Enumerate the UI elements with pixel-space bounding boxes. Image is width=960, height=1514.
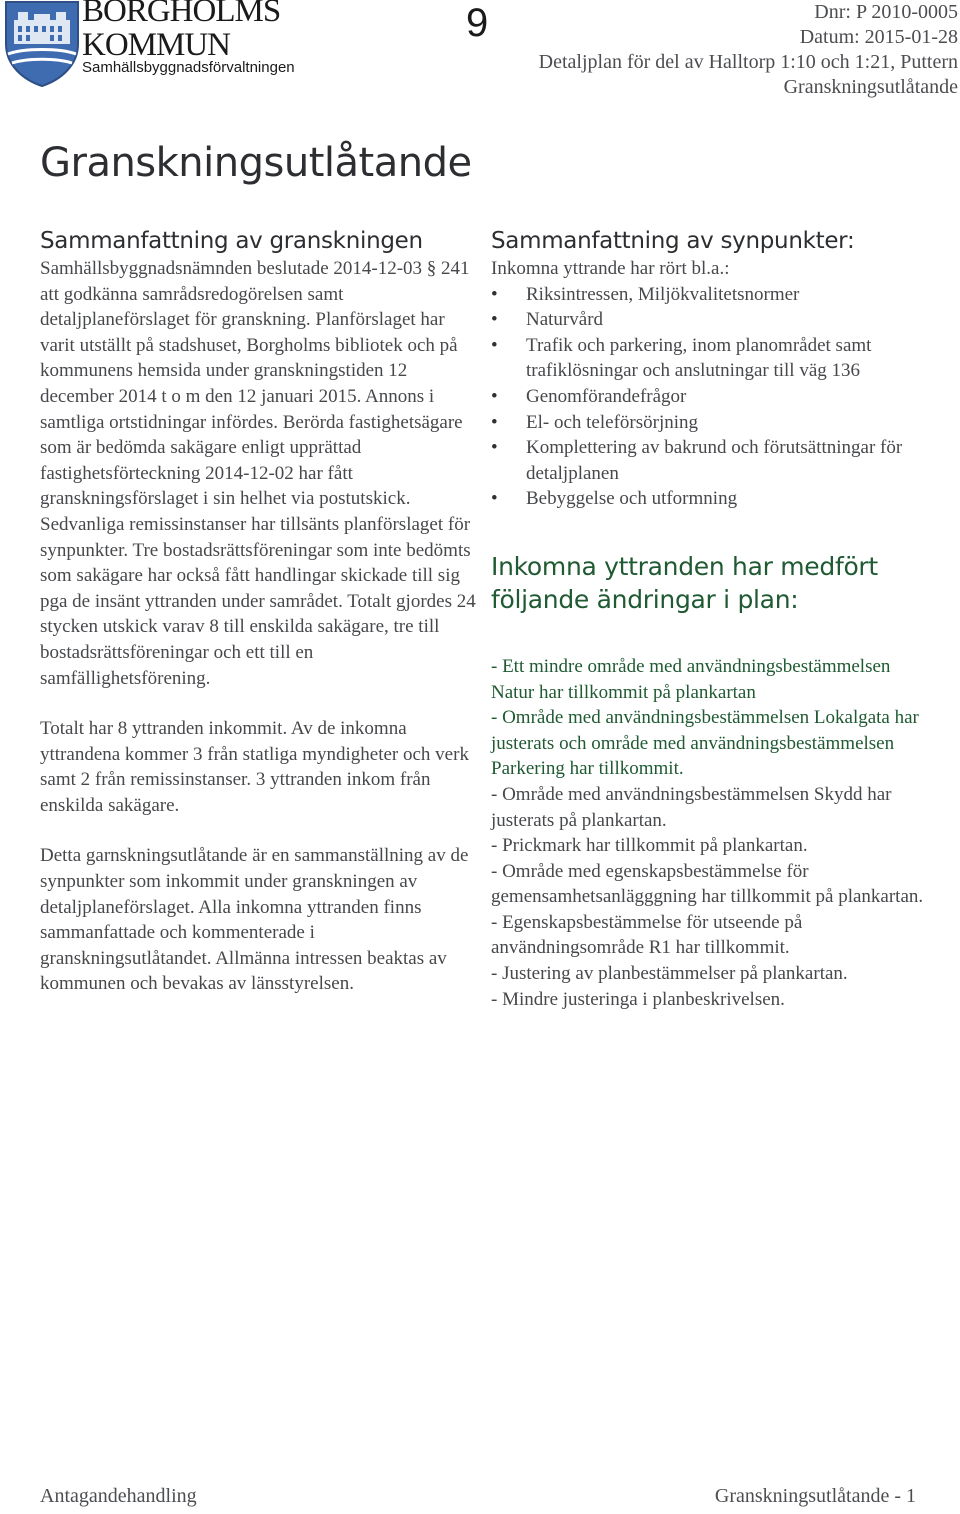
change-item: - Område med användningsbestämmelsen Skydd har justerats på plankartan. [491, 783, 892, 831]
org-name-line1: BORGHOLMS [82, 0, 281, 29]
list-item: • Komplettering av bakrund och förutsättningar för detaljplanen [491, 435, 931, 486]
org-name-line2: KOMMUN [82, 27, 231, 63]
document-meta [539, 0, 958, 100]
list-item: • Bebyggelse och utformning [491, 486, 931, 512]
list-item: • El- och teleförsörjning [491, 410, 931, 436]
footer-left: Antagandehandling [40, 1485, 197, 1507]
paragraph-summary: Samhällsbyggnadsnämnden beslutade 2014-12-03 § 241 att godkänna samrådsredogörelsen samt detaljplaneförslaget för granskning. Planförslaget har varit utställt på stadshuset, Borgholms bibliotek och på kommunens hemsida under granskningstiden 12 december 2014 t o m den 12 januari 2015. Annons i samtliga ortstidningar infördes. Berörda fastighetsägare som är bedömda sakägare enligt upprättad fastighetsförteckning 2014-12-02 har fått granskningsförslaget i sin helhet via postutskick. Sedvanliga remissinstanser har tillsänts planförslaget för synpunkter. Tre bostadsrättsföreningar som inte bedömts som sakägare har också fått handlingar skickade till sig pga de insänt yttranden under samrådet. Totalt gjordes 24 stycken utskick varav 8 till enskilda sakägare, tre till bostadsrättsföreningar och ett till en samfällighetsförening. [40, 258, 476, 689]
organization-name [82, 0, 295, 76]
changes-heading: Inkomna yttranden har medfört följande ändringar i plan: [491, 551, 878, 614]
change-item: - Prickmark har tillkommit på plankartan. [491, 835, 808, 857]
change-item: - Mindre justeringa i planbeskrivelsen. [491, 988, 785, 1010]
doc-type: Granskningsutlåtande [783, 76, 958, 98]
bullets-intro: Inkomna yttrande har rört bl.a.: [491, 258, 730, 279]
datum: Datum: 2015-01-28 [799, 26, 958, 48]
plan-title: Detaljplan för del av Halltorp 1:10 och 1:21, Puttern [538, 51, 958, 73]
right-heading: Sammanfattning av synpunkter: [491, 228, 855, 254]
department-name: Samhällsbyggnadsförvaltningen [82, 59, 295, 76]
list-item: • Trafik och parkering, inom planområdet samt trafiklösningar och anslutningar till väg 136 [491, 333, 931, 384]
list-item: • Naturvård [491, 307, 931, 333]
paragraph-compilation: Detta garnskningsutlåtande är en sammanställning av de synpunkter som inkommit under granskningen av detaljplaneförslaget. Alla inkomna yttranden finns sammanfattade och kommenterade i granskningsutlåtandet. Allmänna intressen beaktas av kommunen och bevakas av länsstyrelsen. [40, 845, 469, 995]
synpunkter-list [491, 282, 931, 512]
paragraph-statements-count: Totalt har 8 yttranden inkommit. Av de inkomna yttrandena kommer 3 från statliga myndigheter och verk samt 2 från remissinstanser. 3 yttranden inkom från enskilda sakägare. [40, 718, 469, 816]
left-heading: Sammanfattning av granskningen [40, 228, 423, 254]
list-item: • Riksintressen, Miljökvalitetsnormer [491, 282, 931, 308]
changes-list [491, 654, 931, 1012]
footer-right: Granskningsutlåtande - 1 [714, 1485, 916, 1507]
borgholm-coat-of-arms-logo [4, 0, 80, 88]
page-number: 9 [466, 1, 489, 45]
change-item: - Ett mindre område med användningsbestämmelsen Natur har tillkommit på plankartan [491, 655, 891, 703]
page-title: Granskningsutlåtande [40, 140, 472, 186]
change-item: - Justering av planbestämmelser på plankartan. [491, 963, 848, 985]
list-item: • Genomförandefrågor [491, 384, 931, 410]
change-item: - Område med användningsbestämmelsen Lokalgata har justerats och område med användningsbestämmelsen Parkering har tillkommit. [491, 707, 919, 780]
left-column [40, 226, 480, 997]
change-item: - Egenskapsbestämmelse för utseende på användningsområde R1 har tillkommit. [491, 911, 803, 959]
change-item: - Område med egenskapsbestämmelse för gemensamhetsanlägggning har tillkommit på plankartan. [491, 860, 924, 908]
right-column [491, 226, 931, 1012]
dnr: Dnr: P 2010-0005 [814, 1, 958, 23]
